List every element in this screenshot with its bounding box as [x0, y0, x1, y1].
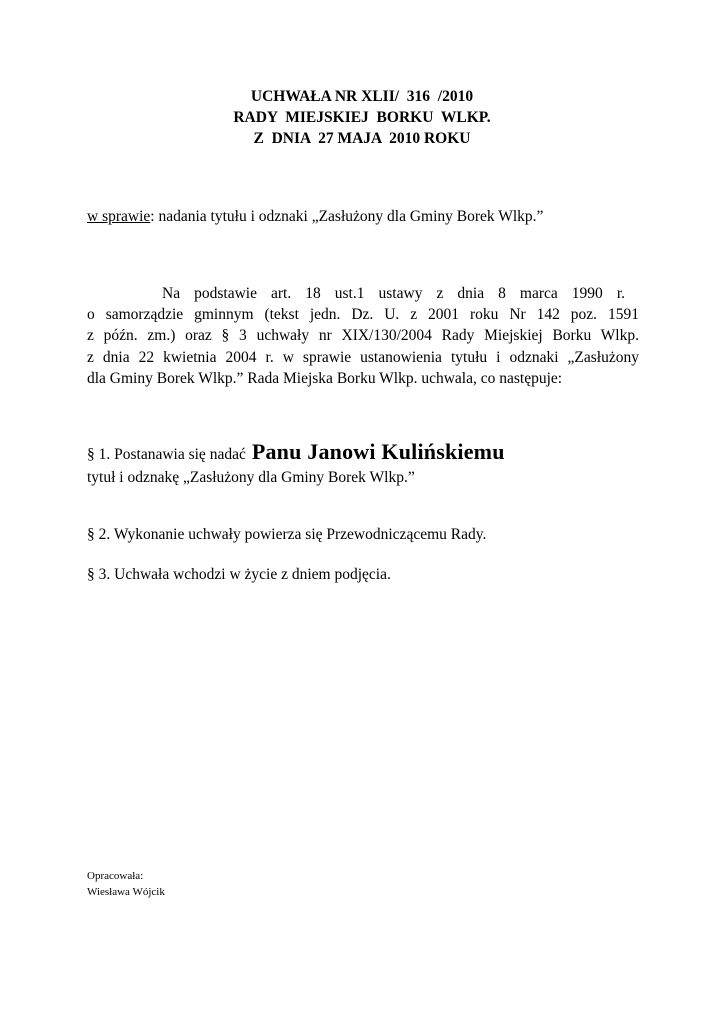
legal-basis-line: Na podstawie art. 18 ust.1 ustawy z dnia 8 marca 1990 r.	[162, 285, 625, 302]
legal-basis-paragraph	[87, 283, 639, 389]
legal-basis-line: z późn. zm.) oraz § 3 uchwały nr XIX/130/2004 Rady Miejskiej Borku Wlkp.	[87, 327, 639, 345]
prepared-by-author: Wiesława Wójcik	[87, 886, 165, 898]
council-name: RADY MIEJSKIEJ BORKU WLKP.	[233, 109, 491, 126]
prepared-by	[87, 868, 165, 900]
legal-basis-line: o samorządzie gminnym (tekst jedn. Dz. U. z 2001 roku Nr 142 poz. 1591	[87, 306, 639, 324]
honoree-name: Panu Janowi Kulińskiemu	[251, 439, 505, 464]
legal-basis-line: z dnia 22 kwietnia 2004 r. w sprawie ustanowienia tytułu i odznaki „Zasłużony	[87, 348, 639, 366]
resolution-date: Z DNIA 27 MAJA 2010 ROKU	[253, 130, 471, 147]
paragraph-1-intro: § 1. Postanawia się nadać	[87, 446, 246, 463]
subject-label: w sprawie	[87, 208, 151, 225]
prepared-by-label: Opracowała:	[87, 870, 144, 882]
paragraph-2: § 2. Wykonanie uchwały powierza się Przewodniczącemu Rady.	[87, 526, 487, 543]
paragraph-1-continuation: tytuł i odznakę „Zasłużony dla Gminy Borek Wlkp.”	[87, 469, 415, 486]
paragraph-1	[87, 440, 505, 467]
resolution-number: UCHWAŁA NR XLII/ 316 /2010	[250, 88, 474, 105]
subject-text: : nadania tytułu i odznaki „Zasłużony dla Gminy Borek Wlkp.”	[150, 208, 544, 225]
resolution-header	[0, 86, 724, 149]
paragraph-3: § 3. Uchwała wchodzi w życie z dniem podjęcia.	[87, 566, 391, 583]
legal-basis-line: dla Gminy Borek Wlkp.” Rada Miejska Borku Wlkp. uchwala, co następuje:	[87, 369, 563, 387]
subject-line	[87, 207, 543, 227]
